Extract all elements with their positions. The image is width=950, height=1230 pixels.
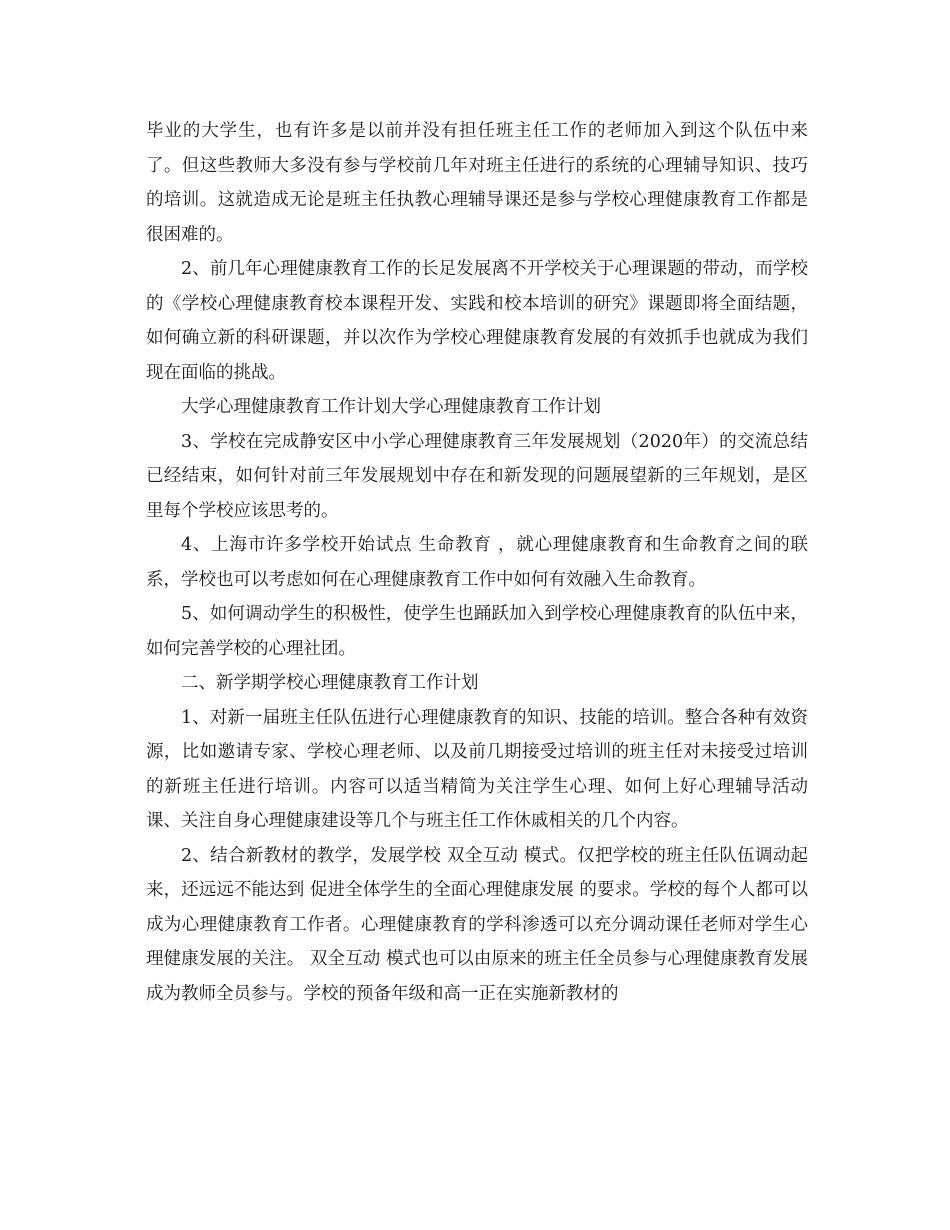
paragraph-continuation: 毕业的大学生，也有许多是以前并没有担任班主任工作的老师加入到这个队伍中来了。但这些教师大多没有参与学校前几年对班主任进行的系统的心理辅导知识、技巧的培训。这就造成无论是班主任执教心理辅导课还是参与学校心理健康教育工作都是很困难的。 xyxy=(146,121,808,245)
paragraph-item-2: 2、前几年心理健康教育工作的长足发展离不开学校关于心理课题的带动，而学校的《学校心理健康教育校本课程开发、实践和校本培训的研究》课题即将全面结题，如何确立新的科研课题，并以次作为学校心理健康教育发展的有效抓手也就成为我们现在面临的挑战。 xyxy=(146,259,808,383)
paragraph-item-3: 3、学校在完成静安区中小学心理健康教育三年发展规划（2020年）的交流总结已经结束，如何针对前三年发展规划中存在和新发现的问题展望新的三年规划，是区里每个学校应该思考的。 xyxy=(146,431,808,521)
paragraph-heading-plan: 大学心理健康教育工作计划大学心理健康教育工作计划 xyxy=(181,397,601,417)
paragraph-plan-item-2: 2、结合新教材的教学，发展学校 双全互动 模式。仅把学校的班主任队伍调动起来，还远远不能达到 促进全体学生的全面心理健康发展 的要求。学校的每个人都可以成为心理健康教育工作者。心理健康教育的学科渗透可以充分调动课任老师对学生心理健康发展的关注。 双全互动 模式也可以由原来的班主任全员参与心理健康教育发展成为教师全员参与。学校的预备年级和高一正在实施新教材的 xyxy=(146,845,808,1004)
document-body xyxy=(146,114,808,1011)
paragraph-item-5: 5、如何调动学生的积极性，使学生也踊跃加入到学校心理健康教育的队伍中来，如何完善学校的心理社团。 xyxy=(146,604,808,659)
section-heading-new-term-plan: 二、新学期学校心理健康教育工作计划 xyxy=(181,673,479,693)
paragraph-item-4: 4、上海市许多学校开始试点 生命教育 ，就心理健康教育和生命教育之间的联系，学校也可以考虑如何在心理健康教育工作中如何有效融入生命教育。 xyxy=(146,535,808,590)
paragraph-plan-item-1: 1、对新一届班主任队伍进行心理健康教育的知识、技能的培训。整合各种有效资源，比如邀请专家、学校心理老师、以及前几期接受过培训的班主任对未接受过培训的新班主任进行培训。内容可以适当精简为关注学生心理、如何上好心理辅导活动课、关注自身心理健康建设等几个与班主任工作休戚相关的几个内容。 xyxy=(146,707,808,831)
